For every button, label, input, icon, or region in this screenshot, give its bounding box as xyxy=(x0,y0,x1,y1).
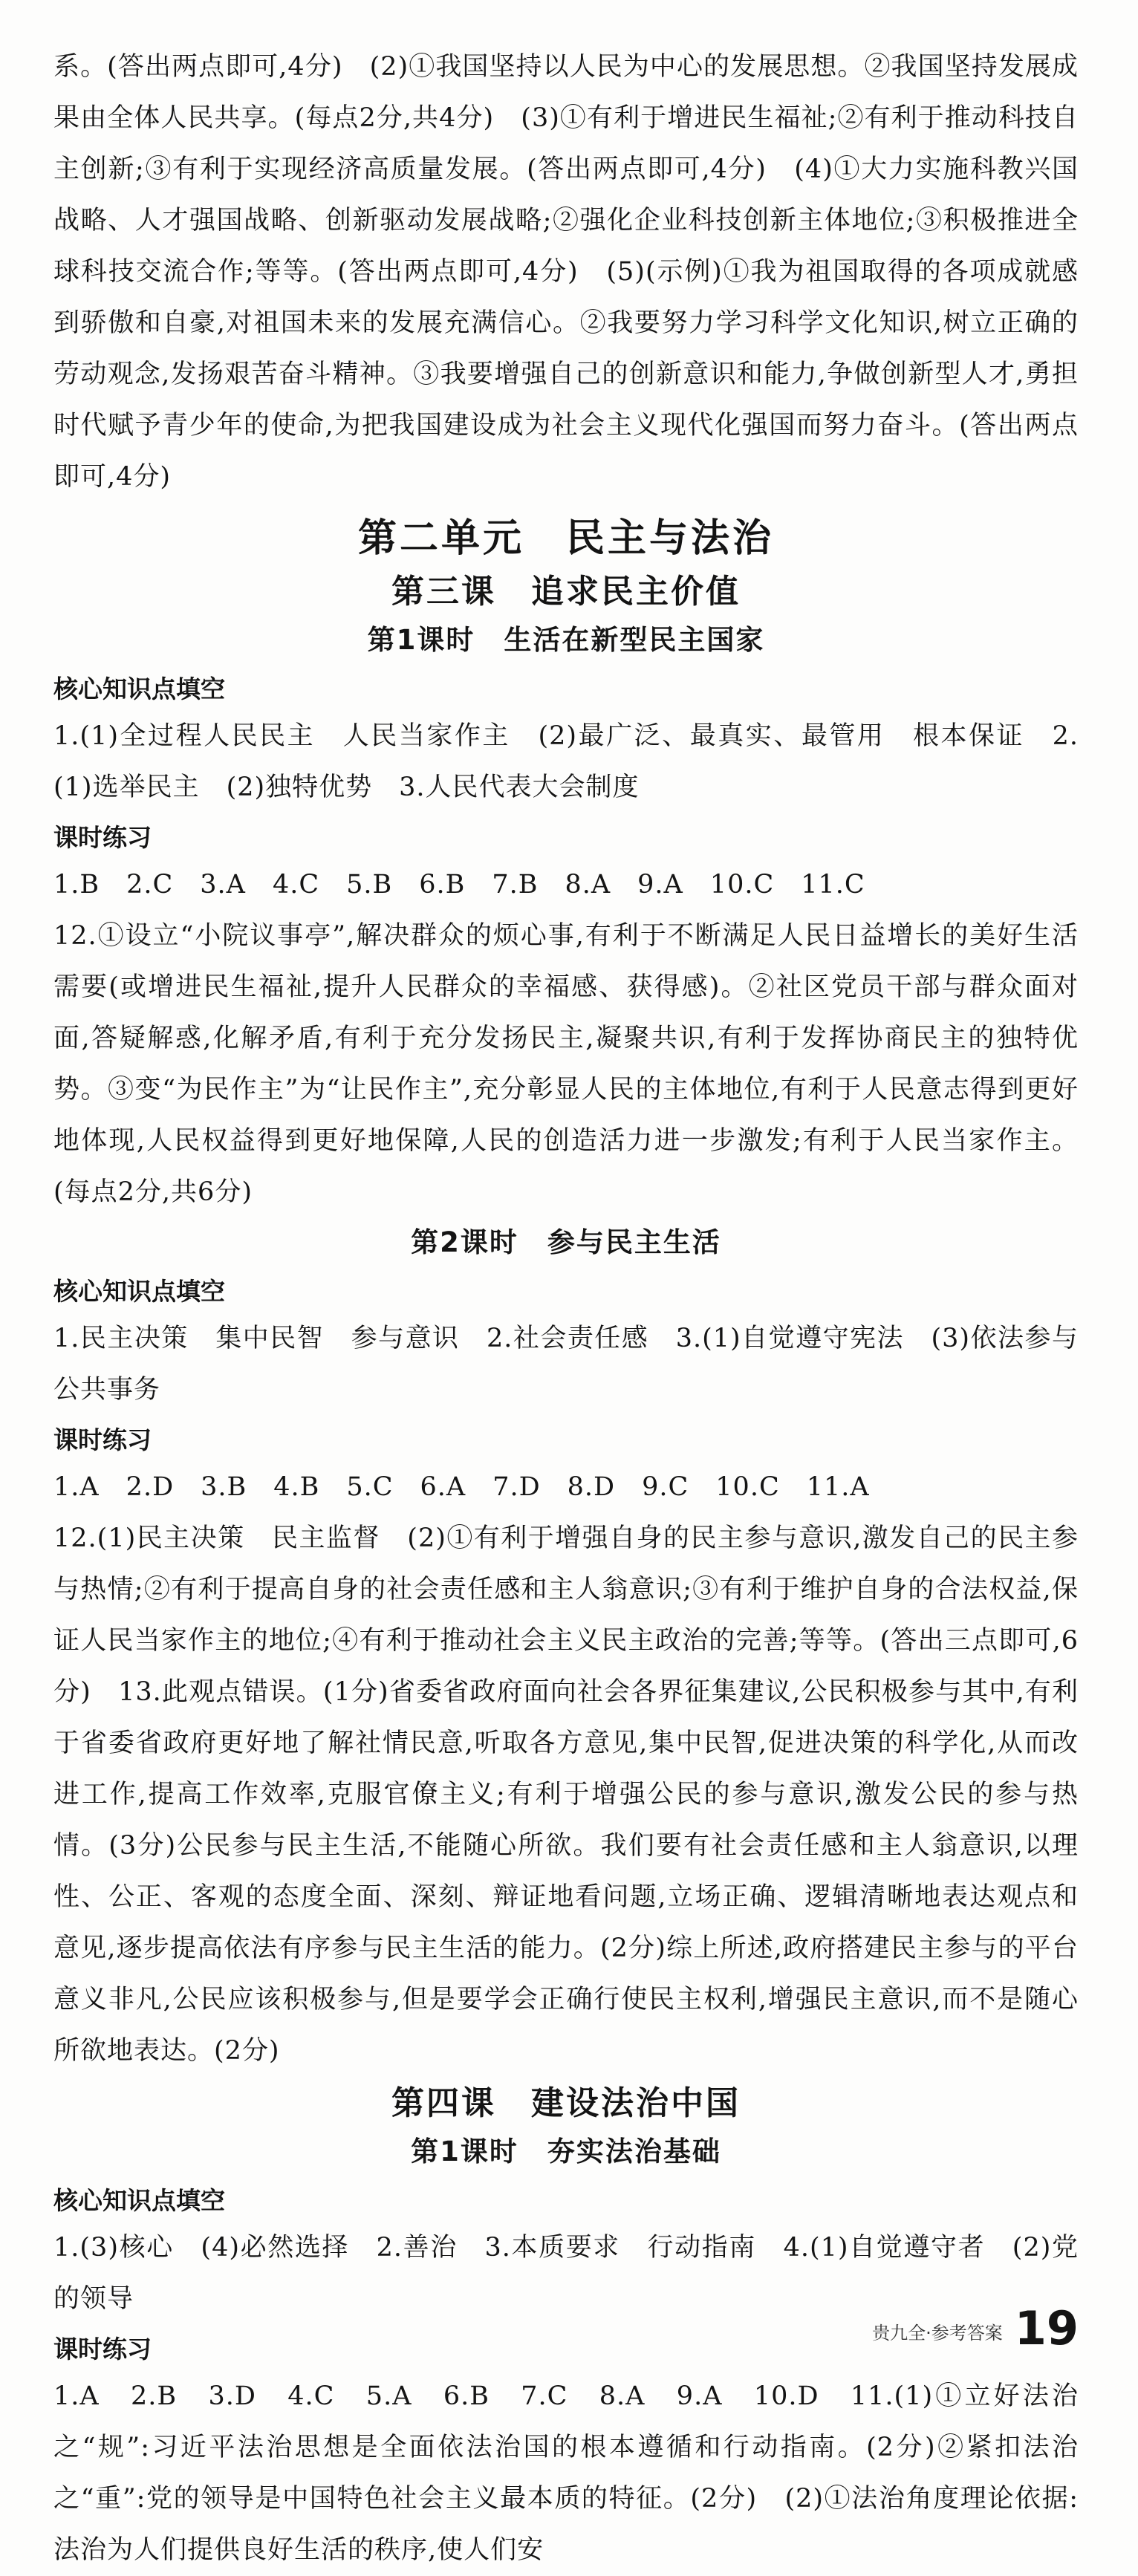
answer-paragraph: 1.B 2.C 3.A 4.C 5.B 6.B 7.B 8.A 9.A 10.C 11.C xyxy=(53,870,865,900)
page-number: 19 xyxy=(1014,2301,1079,2355)
section-label: 课时练习 xyxy=(53,2335,152,2364)
section-label: 核心知识点填空 xyxy=(53,1277,225,1306)
footer-label: 贵九全·参考答案 xyxy=(872,2323,1003,2344)
lesson-title: 第四课 建设法治中国 xyxy=(391,2084,741,2122)
answer-paragraph: 1.(3)核心 (4)必然选择 2.善治 3.本质要求 行动指南 4.(1)自觉遵守者 (2)党的领导 xyxy=(53,2233,1079,2314)
section-label: 课时练习 xyxy=(53,1425,152,1454)
answer-paragraph: 1.民主决策 集中民智 参与意识 2.社会责任感 3.(1)自觉遵守宪法 (3)依法参与公共事务 xyxy=(53,1324,1079,1405)
answer-paragraph: 12.(1)民主决策 民主监督 (2)①有利于增强自身的民主参与意识,激发自己的民主参与热情;②有利于提高自身的社会责任感和主人翁意识;③有利于维护自身的合法权益,保证人民当家作主的地位;④有利于推动社会主义民主政治的完善;等等。(答出三点即可,6分) 13.此观点错误。(1分)省委省政府面向社会各界征集建议,公民积极参与其中,有利于省委省政府更好地了解社情民意,听取各方意见,集中民智,促进决策的科学化,从而改进工作,提高工作效率,克服官僚主义;有利于增强公民的参与意识,激发公民的参与热情。(3分)公民参与民主生活,不能随心所欲。我们要有社会责任感和主人翁意识,以理性、公正、客观的态度全面、深刻、辩证地看问题,立场正确、逻辑清晰地表达观点和意见,逐步提高依法有序参与民主生活的能力。(2分)综上所述,政府搭建民主参与的平台意义非凡,公民应该积极参与,但是要学会正确行使民主权利,增强民主意识,而不是随心所欲地表达。(2分) xyxy=(53,1523,1079,2066)
section-label: 课时练习 xyxy=(53,823,152,852)
period-title: 第2课时 参与民主生活 xyxy=(411,1226,721,1258)
period-title: 第1课时 夯实法治基础 xyxy=(411,2136,721,2167)
section-label: 核心知识点填空 xyxy=(53,674,225,703)
answer-paragraph: 12.①设立“小院议事亭”,解决群众的烦心事,有利于不断满足人民日益增长的美好生活需要(或增进民生福祉,提升人民群众的幸福感、获得感)。②社区党员干部与群众面对面,答疑解惑,化解矛盾,有利于充分发扬民主,凝聚共识,有利于发挥协商民主的独特优势。③变“为民作主”为“让民作主”,充分彰显人民的主体地位,有利于人民意志得到更好地体现,人民权益得到更好地保障,人民的创造活力进一步激发;有利于人民当家作主。(每点2分,共6分) xyxy=(53,921,1079,1207)
answer-paragraph: 1.A 2.B 3.D 4.C 5.A 6.B 7.C 8.A 9.A 10.D 11.(1)①立好法治之“规”:习近平法治思想是全面依法治国的根本遵循和行动指南。(2分)②紧扣法治之“重”:党的领导是中国特色社会主义最本质的特征。(2分) (2)①法治角度理论依据:法治为人们提供良好生活的秩序,使人们安 xyxy=(53,2381,1079,2565)
answer-paragraph: 系。(答出两点即可,4分) (2)①我国坚持以人民为中心的发展思想。②我国坚持发展成果由全体人民共享。(每点2分,共4分) (3)①有利于增进民生福祉;②有利于推动科技自主创新;③有利于实现经济高质量发展。(答出两点即可,4分) (4)①大力实施科教兴国战略、人才强国战略、创新驱动发展战略;②强化企业科技创新主体地位;③积极推进全球科技交流合作;等等。(答出两点即可,4分) (5)(示例)①我为祖国取得的各项成就感到骄傲和自豪,对祖国未来的发展充满信心。②我要努力学习科学文化知识,树立正确的劳动观念,发扬艰苦奋斗精神。③我要增强自己的创新意识和能力,争做创新型人才,勇担时代赋予青少年的使命,为把我国建设成为社会主义现代化强国而努力奋斗。(答出两点即可,4分) xyxy=(53,52,1079,492)
period-title: 第1课时 生活在新型民主国家 xyxy=(367,624,765,656)
section-label: 核心知识点填空 xyxy=(53,2186,225,2215)
page-content xyxy=(53,42,1079,2576)
unit-title: 第二单元 民主与法治 xyxy=(357,516,774,561)
page-footer xyxy=(872,2301,1079,2355)
answer-paragraph: 1.A 2.D 3.B 4.B 5.C 6.A 7.D 8.D 9.C 10.C 11.A xyxy=(53,1472,870,1502)
lesson-title: 第三课 追求民主价值 xyxy=(391,573,741,611)
answer-paragraph: 1.(1)全过程人民民主 人民当家作主 (2)最广泛、最真实、最管用 根本保证 2.(1)选举民主 (2)独特优势 3.人民代表大会制度 xyxy=(53,721,1079,802)
